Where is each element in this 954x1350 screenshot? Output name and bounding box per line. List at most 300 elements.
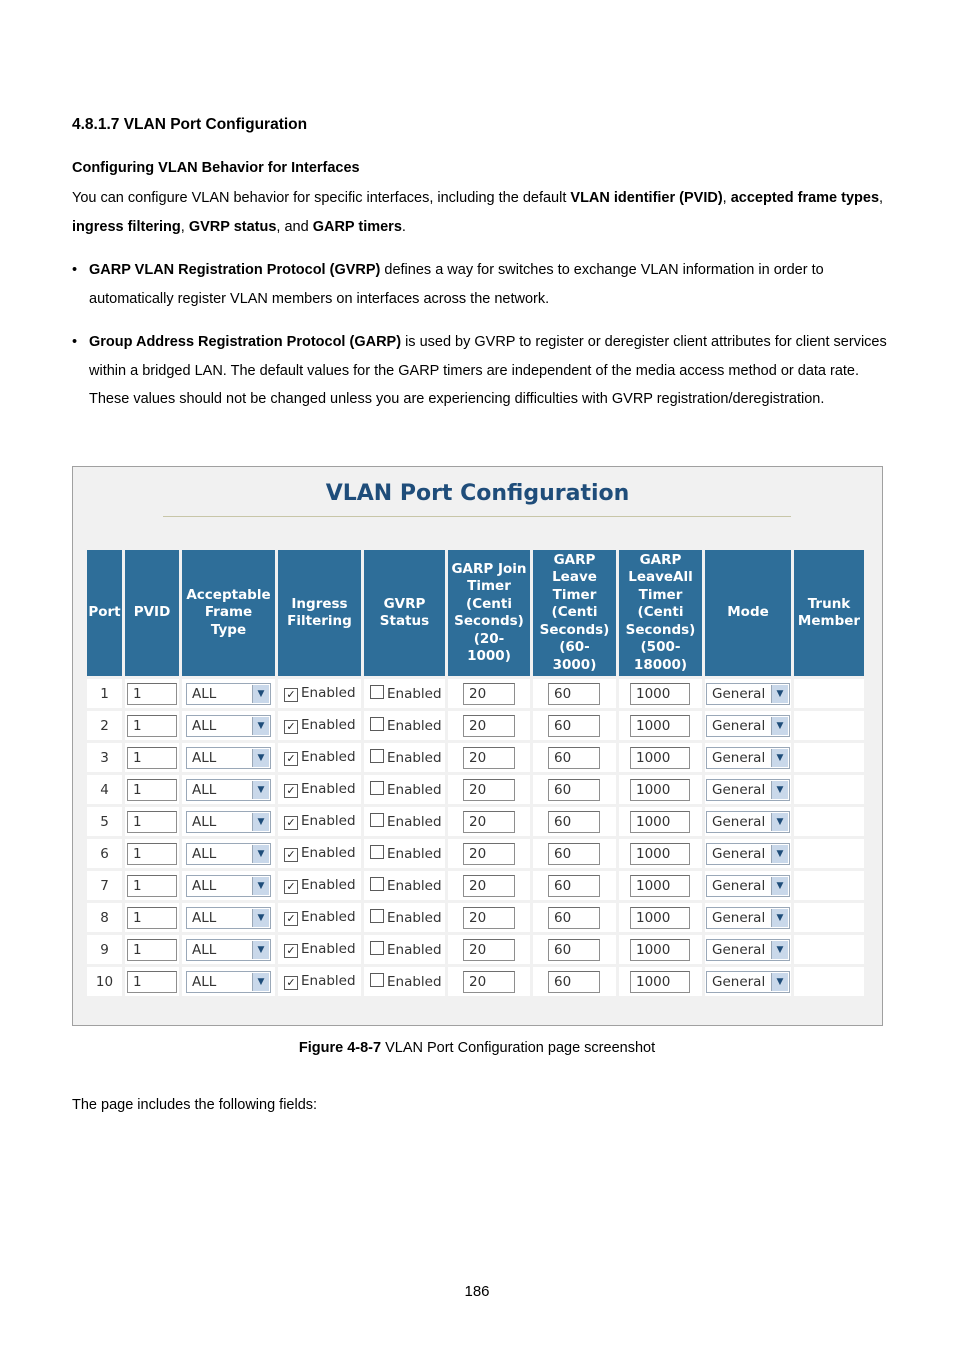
trunk-member-cell — [794, 743, 864, 772]
mode-select[interactable] — [706, 747, 790, 769]
ingress-checkbox[interactable] — [284, 912, 298, 926]
pvid-cell — [125, 679, 179, 708]
leave-timer-input[interactable]: 60 — [548, 971, 600, 993]
leave-timer-input[interactable]: 60 — [548, 715, 600, 737]
pvid-cell — [125, 871, 179, 900]
frame-type-cell — [182, 839, 275, 868]
leave-timer-input[interactable]: 60 — [548, 779, 600, 801]
leave-cell — [533, 967, 616, 996]
join-timer-input[interactable]: 20 — [463, 907, 515, 929]
checkmark-icon: ✓ — [286, 752, 296, 765]
chevron-down-icon[interactable]: ▼ — [771, 781, 788, 799]
frame-type-value: ALL — [192, 973, 217, 990]
gvrp-checkbox[interactable] — [370, 973, 384, 987]
chevron-down-icon[interactable]: ▼ — [771, 685, 788, 703]
mode-cell — [705, 935, 791, 964]
pvid-input[interactable]: 1 — [127, 715, 177, 737]
leave-cell — [533, 743, 616, 772]
pvid-cell — [125, 743, 179, 772]
bullet-garp — [72, 328, 892, 414]
gvrp-cell — [364, 839, 445, 868]
checkmark-icon: ✓ — [286, 784, 296, 797]
mode-select[interactable] — [706, 939, 790, 961]
frame-type-value: ALL — [192, 717, 217, 734]
frame-type-cell — [182, 711, 275, 740]
ingress-label: Enabled — [301, 973, 356, 989]
ingress-cell — [278, 775, 361, 804]
gvrp-label: Enabled — [387, 910, 442, 926]
pvid-input[interactable]: 1 — [127, 811, 177, 833]
col-leave-timer: GARP Leave Timer (Centi Seconds) (60- 3000) — [533, 550, 616, 676]
mode-select[interactable] — [706, 811, 790, 833]
gvrp-checkbox[interactable] — [370, 717, 384, 731]
join-timer-input[interactable]: 20 — [463, 715, 515, 737]
pvid-cell — [125, 967, 179, 996]
mode-value: General — [712, 813, 766, 830]
chevron-down-icon[interactable]: ▼ — [252, 717, 269, 735]
mode-select[interactable] — [706, 779, 790, 801]
table-row — [87, 839, 864, 868]
mode-value: General — [712, 781, 766, 798]
port-number: 4 — [87, 775, 122, 804]
ingress-label: Enabled — [301, 749, 356, 765]
ingress-label: Enabled — [301, 845, 356, 861]
bullet-garp-text: is used by GVRP to register or deregister client attributes for client services within a bridged LAN. The default values for the GARP timers are independent of the media access method or data rate. These values should not be changed unless you are experiencing difficulties with GVRP registration/deregistration. — [89, 334, 887, 407]
subsection-title: Configuring VLAN Behavior for Interfaces — [72, 160, 360, 176]
gvrp-cell — [364, 711, 445, 740]
leaveall-timer-input[interactable]: 1000 — [630, 875, 690, 897]
col-trunk: Trunk Member — [794, 550, 864, 676]
pvid-input[interactable]: 1 — [127, 779, 177, 801]
gvrp-cell — [364, 967, 445, 996]
port-number: 7 — [87, 871, 122, 900]
gvrp-checkbox[interactable] — [370, 685, 384, 699]
join-timer-input[interactable]: 20 — [463, 811, 515, 833]
frame-type-select[interactable] — [186, 875, 271, 897]
frame-type-cell — [182, 871, 275, 900]
join-cell — [448, 871, 530, 900]
pvid-input[interactable]: 1 — [127, 907, 177, 929]
gvrp-label: Enabled — [387, 686, 442, 702]
frame-type-select[interactable] — [186, 907, 271, 929]
frame-type-cell — [182, 807, 275, 836]
table-header-row — [87, 550, 864, 676]
table-row — [87, 871, 864, 900]
chevron-down-icon[interactable]: ▼ — [252, 685, 269, 703]
chevron-down-icon[interactable]: ▼ — [771, 877, 788, 895]
ingress-checkbox[interactable] — [284, 944, 298, 958]
table-row — [87, 807, 864, 836]
leaveall-timer-input[interactable]: 1000 — [630, 715, 690, 737]
caption-bold: Figure 4-8-7 — [298, 1040, 382, 1056]
leaveall-cell — [619, 967, 702, 996]
gvrp-label: Enabled — [387, 814, 442, 830]
ingress-cell — [278, 839, 361, 868]
leave-timer-input[interactable]: 60 — [548, 843, 600, 865]
leave-cell — [533, 679, 616, 708]
frame-type-value: ALL — [192, 685, 217, 702]
leaveall-cell — [619, 679, 702, 708]
leaveall-timer-input[interactable]: 1000 — [630, 747, 690, 769]
leaveall-timer-input[interactable]: 1000 — [630, 939, 690, 961]
join-timer-input[interactable]: 20 — [463, 779, 515, 801]
bullet-dot-icon: • — [72, 334, 78, 350]
trunk-member-cell — [794, 775, 864, 804]
join-timer-input[interactable]: 20 — [463, 939, 515, 961]
ingress-label: Enabled — [301, 717, 356, 733]
mode-select[interactable] — [706, 715, 790, 737]
table-body — [87, 679, 864, 996]
trunk-member-cell — [794, 679, 864, 708]
ingress-cell — [278, 807, 361, 836]
checkmark-icon: ✓ — [286, 944, 296, 957]
leave-cell — [533, 871, 616, 900]
leave-cell — [533, 935, 616, 964]
port-number: 8 — [87, 903, 122, 932]
frame-type-select[interactable] — [186, 779, 271, 801]
frame-type-select[interactable] — [186, 843, 271, 865]
col-port: Port — [87, 550, 122, 676]
frame-type-value: ALL — [192, 909, 217, 926]
intro-bold-garp-timers: GARP timers — [312, 218, 402, 235]
gvrp-cell — [364, 871, 445, 900]
leaveall-cell — [619, 775, 702, 804]
port-number: 1 — [87, 679, 122, 708]
ingress-cell — [278, 679, 361, 708]
gvrp-cell — [364, 935, 445, 964]
chevron-down-icon[interactable]: ▼ — [252, 781, 269, 799]
leave-timer-input[interactable]: 60 — [548, 907, 600, 929]
checkmark-icon: ✓ — [286, 912, 296, 925]
caption-text: VLAN Port Configuration page screenshot — [381, 1040, 656, 1056]
col-frame-type: Acceptable Frame Type — [182, 550, 275, 676]
mode-cell — [705, 711, 791, 740]
join-timer-input[interactable]: 20 — [463, 683, 515, 705]
frame-type-cell — [182, 935, 275, 964]
leave-timer-input[interactable]: 60 — [548, 811, 600, 833]
title-divider — [163, 516, 791, 517]
chevron-down-icon[interactable]: ▼ — [252, 909, 269, 927]
ingress-label: Enabled — [301, 877, 356, 893]
ingress-label: Enabled — [301, 941, 356, 957]
port-number: 6 — [87, 839, 122, 868]
gvrp-label: Enabled — [387, 942, 442, 958]
pvid-cell — [125, 839, 179, 868]
col-leaveall-timer: GARP LeaveAll Timer (Centi Seconds) (500- 18000) — [619, 550, 702, 676]
gvrp-checkbox[interactable] — [370, 941, 384, 955]
pvid-input[interactable]: 1 — [127, 747, 177, 769]
gvrp-checkbox[interactable] — [370, 813, 384, 827]
ingress-cell — [278, 743, 361, 772]
checkmark-icon: ✓ — [286, 688, 296, 701]
leaveall-timer-input[interactable]: 1000 — [630, 683, 690, 705]
gvrp-label: Enabled — [387, 718, 442, 734]
table-row — [87, 743, 864, 772]
mode-value: General — [712, 845, 766, 862]
leave-cell — [533, 807, 616, 836]
leave-timer-input[interactable]: 60 — [548, 939, 600, 961]
leaveall-cell — [619, 711, 702, 740]
mode-select[interactable] — [706, 875, 790, 897]
mode-value: General — [712, 877, 766, 894]
chevron-down-icon[interactable]: ▼ — [771, 717, 788, 735]
join-cell — [448, 839, 530, 868]
join-cell — [448, 711, 530, 740]
mode-cell — [705, 679, 791, 708]
gvrp-checkbox[interactable] — [370, 781, 384, 795]
screenshot-title: VLAN Port Configuration — [325, 481, 630, 506]
chevron-down-icon[interactable]: ▼ — [771, 749, 788, 767]
port-number: 3 — [87, 743, 122, 772]
mode-cell — [705, 967, 791, 996]
ingress-label: Enabled — [301, 813, 356, 829]
table-row — [87, 711, 864, 740]
figure-caption — [0, 1040, 954, 1056]
gvrp-cell — [364, 807, 445, 836]
leave-timer-input[interactable]: 60 — [548, 683, 600, 705]
vlan-port-table — [84, 547, 867, 999]
leaveall-cell — [619, 743, 702, 772]
chevron-down-icon[interactable]: ▼ — [771, 973, 788, 991]
leave-cell — [533, 903, 616, 932]
ingress-cell — [278, 967, 361, 996]
frame-type-select[interactable] — [186, 939, 271, 961]
col-pvid: PVID — [125, 550, 179, 676]
section-title: 4.8.1.7 VLAN Port Configuration — [72, 116, 308, 133]
frame-type-select[interactable] — [186, 683, 271, 705]
pvid-input[interactable]: 1 — [127, 971, 177, 993]
ingress-checkbox[interactable] — [284, 880, 298, 894]
mode-value: General — [712, 749, 766, 766]
leaveall-timer-input[interactable]: 1000 — [630, 971, 690, 993]
pvid-input[interactable]: 1 — [127, 843, 177, 865]
mode-cell — [705, 839, 791, 868]
leaveall-cell — [619, 935, 702, 964]
trunk-member-cell — [794, 711, 864, 740]
leaveall-cell — [619, 839, 702, 868]
intro-paragraph — [72, 184, 892, 241]
pvid-input[interactable]: 1 — [127, 683, 177, 705]
join-cell — [448, 935, 530, 964]
trunk-member-cell — [794, 903, 864, 932]
intro-sep-3: , — [180, 218, 189, 235]
gvrp-checkbox[interactable] — [370, 909, 384, 923]
leaveall-timer-input[interactable]: 1000 — [630, 843, 690, 865]
bullet-gvrp — [72, 256, 892, 313]
frame-type-cell — [182, 775, 275, 804]
pvid-input[interactable]: 1 — [127, 939, 177, 961]
frame-type-cell — [182, 903, 275, 932]
gvrp-cell — [364, 775, 445, 804]
ingress-checkbox[interactable] — [284, 688, 298, 702]
page-number: 186 — [464, 1283, 490, 1300]
mode-value: General — [712, 941, 766, 958]
bullet-garp-bold: Group Address Registration Protocol (GARP) — [89, 334, 402, 350]
port-number: 2 — [87, 711, 122, 740]
frame-type-select[interactable] — [186, 715, 271, 737]
pvid-cell — [125, 807, 179, 836]
chevron-down-icon[interactable]: ▼ — [252, 813, 269, 831]
chevron-down-icon[interactable]: ▼ — [252, 749, 269, 767]
mode-cell — [705, 871, 791, 900]
mode-select[interactable] — [706, 683, 790, 705]
chevron-down-icon[interactable]: ▼ — [771, 941, 788, 959]
mode-select[interactable] — [706, 971, 790, 993]
col-mode: Mode — [705, 550, 791, 676]
ingress-cell — [278, 903, 361, 932]
frame-type-select[interactable] — [186, 811, 271, 833]
mode-value: General — [712, 685, 766, 702]
gvrp-checkbox[interactable] — [370, 749, 384, 763]
col-gvrp: GVRP Status — [364, 550, 445, 676]
join-timer-input[interactable]: 20 — [463, 843, 515, 865]
port-number: 5 — [87, 807, 122, 836]
mode-cell — [705, 903, 791, 932]
join-cell — [448, 967, 530, 996]
leaveall-timer-input[interactable]: 1000 — [630, 779, 690, 801]
port-number: 10 — [87, 967, 122, 996]
gvrp-cell — [364, 903, 445, 932]
checkmark-icon: ✓ — [286, 976, 296, 989]
frame-type-value: ALL — [192, 813, 217, 830]
pvid-input[interactable]: 1 — [127, 875, 177, 897]
vlan-port-config-screenshot — [72, 466, 883, 1026]
table-row — [87, 935, 864, 964]
trunk-member-cell — [794, 871, 864, 900]
pvid-cell — [125, 903, 179, 932]
frame-type-value: ALL — [192, 781, 217, 798]
ingress-checkbox[interactable] — [284, 752, 298, 766]
join-cell — [448, 743, 530, 772]
intro-text-1: You can configure VLAN behavior for specific interfaces, including the default — [72, 190, 571, 206]
leave-cell — [533, 711, 616, 740]
ingress-cell — [278, 871, 361, 900]
join-timer-input[interactable]: 20 — [463, 747, 515, 769]
chevron-down-icon[interactable]: ▼ — [252, 845, 269, 863]
gvrp-checkbox[interactable] — [370, 877, 384, 891]
trunk-member-cell — [794, 807, 864, 836]
leave-cell — [533, 839, 616, 868]
bullet-gvrp-bold: GARP VLAN Registration Protocol (GVRP) — [89, 262, 381, 278]
ingress-cell — [278, 935, 361, 964]
trunk-member-cell — [794, 935, 864, 964]
intro-sep-4: , and — [276, 218, 313, 235]
checkmark-icon: ✓ — [286, 880, 296, 893]
table-row — [87, 903, 864, 932]
trunk-member-cell — [794, 839, 864, 868]
pvid-cell — [125, 935, 179, 964]
ingress-checkbox[interactable] — [284, 976, 298, 990]
gvrp-label: Enabled — [387, 750, 442, 766]
frame-type-select[interactable] — [186, 971, 271, 993]
mode-cell — [705, 775, 791, 804]
leaveall-timer-input[interactable]: 1000 — [630, 811, 690, 833]
leaveall-cell — [619, 903, 702, 932]
pvid-cell — [125, 775, 179, 804]
port-number: 9 — [87, 935, 122, 964]
chevron-down-icon[interactable]: ▼ — [252, 973, 269, 991]
join-cell — [448, 807, 530, 836]
ingress-checkbox[interactable] — [284, 784, 298, 798]
frame-type-value: ALL — [192, 877, 217, 894]
frame-type-value: ALL — [192, 845, 217, 862]
leave-timer-input[interactable]: 60 — [548, 875, 600, 897]
ingress-checkbox[interactable] — [284, 816, 298, 830]
gvrp-cell — [364, 679, 445, 708]
pvid-cell — [125, 711, 179, 740]
mode-cell — [705, 807, 791, 836]
checkmark-icon: ✓ — [286, 720, 296, 733]
ingress-checkbox[interactable] — [284, 848, 298, 862]
checkmark-icon: ✓ — [286, 816, 296, 829]
frame-type-value: ALL — [192, 941, 217, 958]
gvrp-label: Enabled — [387, 846, 442, 862]
chevron-down-icon[interactable]: ▼ — [252, 941, 269, 959]
checkmark-icon: ✓ — [286, 848, 296, 861]
ingress-label: Enabled — [301, 909, 356, 925]
join-timer-input[interactable]: 20 — [463, 875, 515, 897]
gvrp-checkbox[interactable] — [370, 845, 384, 859]
chevron-down-icon[interactable]: ▼ — [252, 877, 269, 895]
gvrp-label: Enabled — [387, 878, 442, 894]
leaveall-cell — [619, 871, 702, 900]
col-join-timer: GARP Join Timer (Centi Seconds) (20- 1000) — [448, 550, 530, 676]
gvrp-label: Enabled — [387, 782, 442, 798]
bullet-gvrp-text: defines a way for switches to exchange VLAN information in order to automatically register VLAN members on interfaces across the network. — [89, 262, 824, 307]
intro-bold-gvrp: GVRP status — [188, 218, 277, 235]
chevron-down-icon[interactable]: ▼ — [771, 909, 788, 927]
frame-type-cell — [182, 967, 275, 996]
trunk-member-cell — [794, 967, 864, 996]
table-row — [87, 679, 864, 708]
intro-bold-ingress: ingress filtering — [72, 218, 181, 235]
ingress-checkbox[interactable] — [284, 720, 298, 734]
mode-value: General — [712, 973, 766, 990]
intro-bold-frame-types: accepted frame types — [730, 190, 880, 206]
intro-sep-1: , — [722, 190, 731, 206]
col-ingress: Ingress Filtering — [278, 550, 361, 676]
ingress-label: Enabled — [301, 685, 356, 701]
frame-type-cell — [182, 679, 275, 708]
leave-cell — [533, 775, 616, 804]
table-row — [87, 775, 864, 804]
mode-value: General — [712, 717, 766, 734]
mode-value: General — [712, 909, 766, 926]
join-timer-input[interactable]: 20 — [463, 971, 515, 993]
gvrp-cell — [364, 743, 445, 772]
gvrp-label: Enabled — [387, 974, 442, 990]
mode-cell — [705, 743, 791, 772]
join-cell — [448, 679, 530, 708]
leaveall-timer-input[interactable]: 1000 — [630, 907, 690, 929]
mode-select[interactable] — [706, 907, 790, 929]
chevron-down-icon[interactable]: ▼ — [771, 813, 788, 831]
fields-intro: The page includes the following fields: — [72, 1097, 318, 1113]
leave-timer-input[interactable]: 60 — [548, 747, 600, 769]
join-cell — [448, 903, 530, 932]
frame-type-value: ALL — [192, 749, 217, 766]
frame-type-select[interactable] — [186, 747, 271, 769]
bullet-dot-icon: • — [72, 262, 78, 278]
intro-sep-2: , — [879, 190, 884, 206]
mode-select[interactable] — [706, 843, 790, 865]
ingress-label: Enabled — [301, 781, 356, 797]
chevron-down-icon[interactable]: ▼ — [771, 845, 788, 863]
join-cell — [448, 775, 530, 804]
leaveall-cell — [619, 807, 702, 836]
intro-sep-5: . — [401, 218, 406, 235]
table-row — [87, 967, 864, 996]
